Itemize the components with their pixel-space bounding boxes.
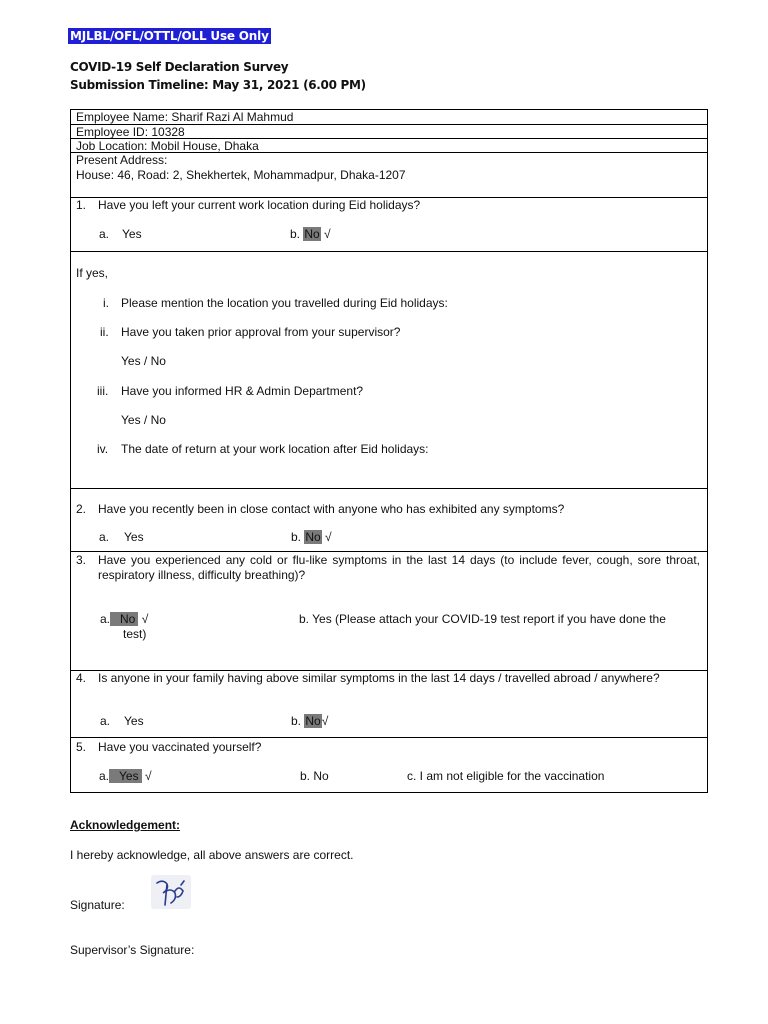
q2-number: 2. — [76, 502, 87, 516]
q5-option-c: c. I am not eligible for the vaccination — [407, 769, 605, 783]
q4-option-b — [291, 714, 328, 728]
row-divider — [70, 488, 708, 489]
address-label: Present Address: — [76, 153, 168, 167]
sub-iii-text: Have you informed HR & Admin Department? — [121, 384, 364, 398]
sub-ii-number: ii. — [100, 325, 109, 339]
acknowledgement-text: I hereby acknowledge, all above answers are correct. — [70, 848, 354, 862]
check-mark: √ — [141, 612, 149, 626]
q4-number: 4. — [76, 671, 87, 685]
selected-answer: Yes — [109, 769, 142, 783]
q5-option-a — [99, 769, 152, 783]
signature-label: Signature: — [70, 898, 125, 912]
option-label: b. — [291, 714, 302, 728]
sub-iv-text: The date of return at your work location after Eid holidays: — [121, 442, 429, 456]
q4-text: Is anyone in your family having above similar symptoms in the last 14 days / travelled abroad / anywhere? — [98, 671, 660, 685]
q5-number: 5. — [76, 740, 87, 754]
row-divider — [70, 737, 708, 738]
q2-text: Have you recently been in close contact with anyone who has exhibited any symptoms? — [98, 502, 565, 516]
employee-name: Employee Name: Sharif Razi Al Mahmud — [76, 110, 294, 124]
job-location: Job Location: Mobil House, Dhaka — [76, 139, 259, 153]
signature-image — [151, 875, 191, 909]
acknowledgement-heading: Acknowledgement: — [70, 818, 181, 832]
q1-text: Have you left your current work location during Eid holidays? — [98, 198, 421, 212]
q3-option-b: b. Yes (Please attach your COVID-19 test report if you have done the — [299, 612, 666, 626]
q1-option-b — [290, 227, 331, 241]
q1-number: 1. — [76, 198, 87, 212]
selected-answer: No — [304, 227, 320, 241]
supervisor-signature-label: Supervisor’s Signature: — [70, 943, 195, 957]
sub-iii-answer: Yes / No — [121, 413, 166, 427]
q3-option-b-continued: test) — [123, 627, 147, 641]
if-yes-intro: If yes, — [76, 266, 109, 280]
sub-ii-text: Have you taken prior approval from your supervisor? — [121, 325, 401, 339]
option-label: a. — [99, 769, 110, 783]
q4-option-a-label: a. — [100, 714, 111, 728]
check-mark: √ — [321, 714, 329, 728]
option-label: b. — [290, 227, 301, 241]
sub-i-number: i. — [103, 296, 109, 310]
q3-number: 3. — [76, 553, 87, 567]
address-value: House: 46, Road: 2, Shekhertek, Mohammadpur, Dhaka-1207 — [76, 168, 406, 182]
sub-iii-number: iii. — [97, 384, 109, 398]
survey-title: COVID-19 Self Declaration Survey — [70, 60, 289, 74]
employee-id: Employee ID: 10328 — [76, 125, 185, 139]
q2-option-a: Yes — [124, 530, 144, 544]
sub-iv-number: iv. — [97, 442, 109, 456]
option-label: a. — [100, 612, 111, 626]
q1-option-a: Yes — [122, 227, 142, 241]
q3-text: Have you experienced any cold or flu-like symptoms in the last 14 days (to include fever, cough, sore throat, respiratory illness, difficulty breathing)? — [98, 553, 700, 582]
check-mark: √ — [325, 530, 332, 544]
q3-option-a — [100, 612, 148, 626]
usage-tag: MJLBL/OFL/OTTL/OLL Use Only — [70, 29, 269, 43]
selected-answer: No — [305, 530, 321, 544]
q1-option-a-label: a. — [99, 227, 110, 241]
q5-text: Have you vaccinated yourself? — [98, 740, 262, 754]
selected-answer: No — [110, 612, 138, 626]
check-mark: √ — [324, 227, 331, 241]
sub-i-text: Please mention the location you travelled during Eid holidays: — [121, 296, 448, 310]
check-mark: √ — [144, 769, 152, 783]
submission-timeline: Submission Timeline: May 31, 2021 (6.00 PM) — [70, 78, 366, 92]
option-label: b. — [291, 530, 302, 544]
sub-ii-answer: Yes / No — [121, 354, 166, 368]
selected-answer: No — [305, 714, 321, 728]
signature-scribble — [151, 875, 191, 909]
row-divider — [70, 551, 708, 552]
q2-option-a-label: a. — [99, 530, 110, 544]
q2-option-b — [291, 530, 332, 544]
q5-option-b: b. No — [300, 769, 329, 783]
q4-option-a: Yes — [124, 714, 144, 728]
row-divider — [70, 251, 708, 252]
